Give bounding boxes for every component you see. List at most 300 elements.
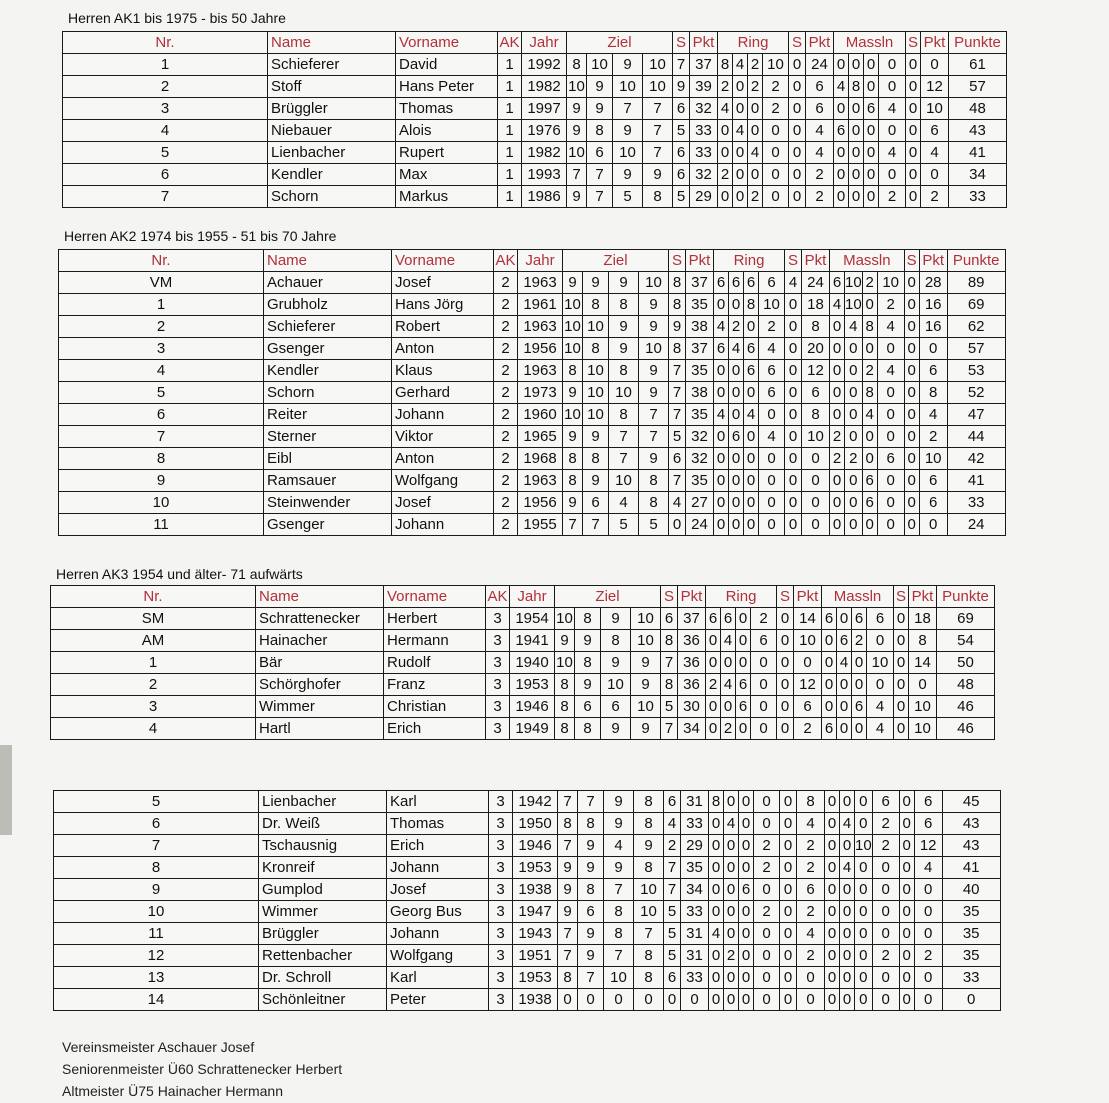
- s-cell: 0: [789, 54, 806, 76]
- massln-cell: 0: [867, 674, 894, 696]
- s-cell: 8: [669, 272, 686, 294]
- ziel-cell: 7: [604, 945, 634, 967]
- ziel-cell: 8: [575, 718, 601, 740]
- s-cell: 0: [785, 360, 802, 382]
- pkt-cell: 14: [909, 652, 937, 674]
- massln-cell: 0: [849, 142, 864, 164]
- table-row: [54, 901, 1001, 923]
- rank-cell: 1: [63, 54, 268, 76]
- ring-cell: 0: [739, 989, 754, 1011]
- ziel-cell: 9: [578, 923, 604, 945]
- ring-cell: 0: [709, 879, 724, 901]
- ring-cell: 0: [706, 718, 721, 740]
- table-row: [59, 294, 1006, 316]
- jahr-cell: 1961: [518, 294, 563, 316]
- ring-cell: 0: [714, 470, 729, 492]
- ring-cell: 0: [744, 382, 759, 404]
- s-cell: 0: [785, 514, 802, 536]
- massln-cell: 0: [845, 360, 863, 382]
- massln-cell: 0: [872, 857, 899, 879]
- rank-cell: 4: [59, 360, 264, 382]
- s-cell: 0: [894, 696, 909, 718]
- ziel-cell: 9: [613, 120, 643, 142]
- ak-cell: 2: [494, 294, 518, 316]
- s-cell: 0: [899, 857, 914, 879]
- total-points-cell: 46: [937, 718, 995, 740]
- pkt-cell: 6: [914, 791, 942, 813]
- ziel-cell: 7: [643, 120, 673, 142]
- table-header-row: [51, 586, 995, 608]
- massln-cell: 0: [822, 652, 837, 674]
- pkt-cell: 37: [686, 338, 714, 360]
- pkt-cell: 4: [806, 142, 834, 164]
- name-cell: Lienbacher: [259, 791, 387, 813]
- pkt-cell: 0: [914, 967, 942, 989]
- column-header: Name: [268, 32, 396, 54]
- massln-cell: 4: [834, 76, 849, 98]
- massln-cell: 0: [825, 967, 840, 989]
- ring-cell: 0: [763, 142, 789, 164]
- massln-cell: 6: [852, 696, 867, 718]
- ring-cell: 0: [729, 404, 744, 426]
- ziel-cell: 9: [578, 857, 604, 879]
- vorname-cell: Josef: [392, 272, 494, 294]
- total-points-cell: 54: [937, 630, 995, 652]
- massln-cell: 0: [852, 674, 867, 696]
- rank-cell: AM: [51, 630, 256, 652]
- massln-cell: 0: [834, 186, 849, 208]
- pkt-cell: 4: [806, 120, 834, 142]
- s-cell: 0: [785, 404, 802, 426]
- jahr-cell: 1951: [513, 945, 558, 967]
- column-header: Jahr: [510, 586, 555, 608]
- s-cell: 0: [669, 514, 686, 536]
- ring-cell: 6: [714, 272, 729, 294]
- pkt-cell: 16: [919, 316, 947, 338]
- ziel-cell: 7: [558, 923, 578, 945]
- pkt-cell: 35: [686, 470, 714, 492]
- rank-cell: 5: [63, 142, 268, 164]
- name-cell: Kendler: [268, 164, 396, 186]
- massln-cell: 0: [825, 923, 840, 945]
- pkt-cell: 0: [802, 492, 830, 514]
- massln-cell: 2: [830, 426, 845, 448]
- jahr-cell: 1965: [518, 426, 563, 448]
- total-points-cell: 47: [947, 404, 1005, 426]
- s-cell: 7: [661, 652, 678, 674]
- vorname-cell: Johann: [392, 404, 494, 426]
- name-cell: Wimmer: [256, 696, 384, 718]
- s-cell: 0: [894, 652, 909, 674]
- massln-cell: 0: [877, 426, 904, 448]
- s-cell: 0: [906, 120, 921, 142]
- ring-cell: 0: [759, 448, 785, 470]
- rank-cell: 6: [63, 164, 268, 186]
- table-row: [54, 967, 1001, 989]
- section-title: Herren AK2 1974 bis 1955 - 51 bis 70 Jahre: [64, 228, 337, 244]
- massln-cell: 0: [864, 142, 879, 164]
- ring-cell: 0: [709, 857, 724, 879]
- ziel-cell: 7: [643, 142, 673, 164]
- massln-cell: 0: [867, 630, 894, 652]
- jahr-cell: 1956: [518, 492, 563, 514]
- ziel-cell: 9: [587, 98, 613, 120]
- column-header: S: [789, 32, 806, 54]
- massln-cell: 8: [849, 76, 864, 98]
- photo-edge: [0, 745, 12, 835]
- rank-cell: 9: [54, 879, 259, 901]
- results-table: [50, 585, 995, 740]
- massln-cell: 8: [862, 316, 877, 338]
- massln-cell: 2: [879, 186, 906, 208]
- pkt-cell: 0: [797, 989, 825, 1011]
- ziel-cell: 9: [613, 164, 643, 186]
- ziel-cell: 9: [604, 813, 634, 835]
- pkt-cell: 18: [909, 608, 937, 630]
- name-cell: Gsenger: [264, 338, 392, 360]
- pkt-cell: 0: [914, 879, 942, 901]
- total-points-cell: 43: [949, 120, 1007, 142]
- jahr-cell: 1953: [513, 857, 558, 879]
- ziel-cell: 10: [583, 382, 609, 404]
- ziel-cell: 9: [567, 98, 587, 120]
- massln-cell: 0: [834, 98, 849, 120]
- ziel-cell: 10: [643, 76, 673, 98]
- ring-cell: 0: [709, 967, 724, 989]
- massln-cell: 4: [840, 857, 855, 879]
- column-header: Pkt: [909, 586, 937, 608]
- ak-cell: 2: [494, 514, 518, 536]
- massln-cell: 0: [830, 492, 845, 514]
- ziel-cell: 7: [639, 426, 669, 448]
- ring-cell: 2: [729, 316, 744, 338]
- ziel-cell: 9: [583, 426, 609, 448]
- ziel-cell: 10: [555, 652, 575, 674]
- column-header: Nr.: [63, 32, 268, 54]
- s-cell: 0: [789, 120, 806, 142]
- ziel-cell: 7: [587, 164, 613, 186]
- ring-cell: 0: [754, 945, 780, 967]
- ziel-cell: 10: [613, 142, 643, 164]
- massln-cell: 4: [877, 360, 904, 382]
- name-cell: Kronreif: [259, 857, 387, 879]
- ring-cell: 4: [733, 120, 748, 142]
- pkt-cell: 2: [919, 426, 947, 448]
- column-header: AK: [486, 586, 510, 608]
- ring-cell: 2: [721, 718, 736, 740]
- pkt-cell: 12: [921, 76, 949, 98]
- ring-cell: 2: [754, 901, 780, 923]
- massln-cell: 0: [825, 813, 840, 835]
- pkt-cell: 34: [681, 879, 709, 901]
- massln-cell: 6: [862, 470, 877, 492]
- pkt-cell: 14: [794, 608, 822, 630]
- ring-cell: 0: [763, 120, 789, 142]
- ziel-cell: 8: [563, 448, 583, 470]
- s-cell: 0: [904, 470, 919, 492]
- ziel-cell: 10: [643, 54, 673, 76]
- pkt-cell: 2: [797, 901, 825, 923]
- massln-cell: 0: [864, 76, 879, 98]
- massln-cell: 0: [879, 54, 906, 76]
- ring-cell: 0: [706, 696, 721, 718]
- massln-cell: 10: [845, 294, 863, 316]
- ziel-cell: 8: [555, 674, 575, 696]
- ring-cell: 0: [718, 120, 733, 142]
- ring-cell: 6: [706, 608, 721, 630]
- pkt-cell: 2: [797, 835, 825, 857]
- s-cell: 0: [789, 76, 806, 98]
- s-cell: 0: [906, 76, 921, 98]
- s-cell: 9: [673, 76, 690, 98]
- ziel-cell: 0: [558, 989, 578, 1011]
- vorname-cell: Josef: [392, 492, 494, 514]
- vorname-cell: Robert: [392, 316, 494, 338]
- rank-cell: 11: [59, 514, 264, 536]
- massln-cell: 4: [879, 142, 906, 164]
- massln-cell: 4: [830, 294, 845, 316]
- rank-cell: 8: [59, 448, 264, 470]
- ak-cell: 2: [494, 448, 518, 470]
- s-cell: 0: [780, 813, 797, 835]
- total-points-cell: 41: [942, 857, 1000, 879]
- s-cell: 0: [906, 54, 921, 76]
- ziel-cell: 9: [639, 294, 669, 316]
- s-cell: 6: [673, 142, 690, 164]
- ziel-cell: 7: [558, 791, 578, 813]
- massln-cell: 0: [855, 967, 873, 989]
- ring-cell: 4: [718, 98, 733, 120]
- ziel-cell: 9: [631, 674, 661, 696]
- ak-cell: 3: [486, 718, 510, 740]
- s-cell: 0: [894, 608, 909, 630]
- ziel-cell: 10: [567, 76, 587, 98]
- pkt-cell: 37: [690, 54, 718, 76]
- ziel-cell: 7: [558, 945, 578, 967]
- s-cell: 9: [669, 316, 686, 338]
- total-points-cell: 41: [947, 470, 1005, 492]
- ring-cell: 0: [744, 316, 759, 338]
- ring-cell: 4: [714, 404, 729, 426]
- ring-cell: 0: [709, 813, 724, 835]
- name-cell: Bär: [256, 652, 384, 674]
- column-header: S: [785, 250, 802, 272]
- ak-cell: 2: [494, 360, 518, 382]
- ak-cell: 1: [498, 120, 522, 142]
- s-cell: 4: [664, 813, 681, 835]
- jahr-cell: 1976: [522, 120, 567, 142]
- pkt-cell: 0: [802, 470, 830, 492]
- ring-cell: 0: [724, 857, 739, 879]
- ziel-cell: 8: [634, 967, 664, 989]
- ring-cell: 0: [744, 470, 759, 492]
- ziel-cell: 9: [563, 272, 583, 294]
- s-cell: 0: [899, 945, 914, 967]
- name-cell: Ramsauer: [264, 470, 392, 492]
- jahr-cell: 1960: [518, 404, 563, 426]
- jahr-cell: 1954: [510, 608, 555, 630]
- massln-cell: 6: [864, 98, 879, 120]
- massln-cell: 2: [872, 813, 899, 835]
- total-points-cell: 48: [949, 98, 1007, 120]
- massln-cell: 0: [825, 835, 840, 857]
- ziel-cell: 9: [634, 835, 664, 857]
- ring-cell: 0: [729, 514, 744, 536]
- pkt-cell: 20: [802, 338, 830, 360]
- footer-seniorenmeister: Seniorenmeister Ü60 Schrattenecker Herbert: [62, 1061, 343, 1077]
- ring-cell: 6: [744, 338, 759, 360]
- results-table: [58, 249, 1006, 536]
- ring-cell: 0: [733, 98, 748, 120]
- rank-cell: 6: [54, 813, 259, 835]
- massln-cell: 0: [834, 142, 849, 164]
- pkt-cell: 27: [686, 492, 714, 514]
- ring-cell: 0: [733, 142, 748, 164]
- ziel-cell: 9: [558, 901, 578, 923]
- name-cell: Schorn: [264, 382, 392, 404]
- ziel-cell: 9: [631, 652, 661, 674]
- table-row: [59, 514, 1006, 536]
- table-row: [59, 272, 1006, 294]
- vorname-cell: Markus: [396, 186, 498, 208]
- ring-cell: 6: [759, 382, 785, 404]
- name-cell: Eibl: [264, 448, 392, 470]
- ring-cell: 8: [718, 54, 733, 76]
- s-cell: 0: [906, 98, 921, 120]
- name-cell: Hartl: [256, 718, 384, 740]
- s-cell: 0: [899, 835, 914, 857]
- ring-cell: 2: [754, 857, 780, 879]
- s-cell: 7: [664, 879, 681, 901]
- column-header: Pkt: [686, 250, 714, 272]
- ziel-cell: 9: [578, 835, 604, 857]
- ring-cell: 0: [754, 791, 780, 813]
- vorname-cell: Erich: [384, 718, 486, 740]
- s-cell: 7: [664, 857, 681, 879]
- table-row: [63, 76, 1007, 98]
- ziel-cell: 9: [609, 316, 639, 338]
- ziel-cell: 9: [601, 608, 631, 630]
- ring-cell: 2: [754, 835, 780, 857]
- ring-cell: 0: [714, 360, 729, 382]
- vorname-cell: Georg Bus: [387, 901, 489, 923]
- ring-cell: 6: [736, 674, 751, 696]
- massln-cell: 0: [864, 164, 879, 186]
- s-cell: 2: [664, 835, 681, 857]
- pkt-cell: 28: [919, 272, 947, 294]
- s-cell: 0: [899, 879, 914, 901]
- massln-cell: 0: [872, 879, 899, 901]
- pkt-cell: 24: [686, 514, 714, 536]
- ring-cell: 4: [714, 316, 729, 338]
- s-cell: 0: [664, 989, 681, 1011]
- massln-cell: 0: [845, 426, 863, 448]
- vorname-cell: Karl: [387, 967, 489, 989]
- rank-cell: 14: [54, 989, 259, 1011]
- ring-cell: 0: [739, 923, 754, 945]
- ziel-cell: 9: [639, 316, 669, 338]
- ring-cell: 4: [744, 404, 759, 426]
- ziel-cell: 7: [604, 879, 634, 901]
- total-points-cell: 43: [942, 813, 1000, 835]
- massln-cell: 0: [879, 76, 906, 98]
- ziel-cell: 10: [583, 316, 609, 338]
- name-cell: Stoff: [268, 76, 396, 98]
- ziel-cell: 6: [575, 696, 601, 718]
- pkt-cell: 4: [797, 813, 825, 835]
- ring-cell: 0: [729, 294, 744, 316]
- s-cell: 5: [661, 696, 678, 718]
- ring-cell: 0: [729, 492, 744, 514]
- total-points-cell: 57: [947, 338, 1005, 360]
- vorname-cell: Thomas: [396, 98, 498, 120]
- massln-cell: 0: [825, 901, 840, 923]
- s-cell: 0: [904, 360, 919, 382]
- name-cell: Gsenger: [264, 514, 392, 536]
- ring-cell: 0: [739, 813, 754, 835]
- massln-cell: 4: [879, 98, 906, 120]
- vorname-cell: Hans Peter: [396, 76, 498, 98]
- massln-cell: 0: [849, 164, 864, 186]
- pkt-cell: 36: [678, 674, 706, 696]
- ziel-cell: 7: [634, 923, 664, 945]
- table-header-row: [59, 250, 1006, 272]
- ziel-cell: 8: [583, 294, 609, 316]
- total-points-cell: 24: [947, 514, 1005, 536]
- table-row: [59, 426, 1006, 448]
- table-row: [63, 186, 1007, 208]
- rank-cell: 7: [59, 426, 264, 448]
- massln-cell: 2: [862, 360, 877, 382]
- ring-cell: 2: [763, 98, 789, 120]
- ak-cell: 1: [498, 54, 522, 76]
- ring-cell: 2: [763, 76, 789, 98]
- ziel-cell: 10: [609, 382, 639, 404]
- ziel-cell: 10: [563, 316, 583, 338]
- column-header: Vorname: [396, 32, 498, 54]
- pkt-cell: 8: [909, 630, 937, 652]
- ring-cell: 0: [714, 514, 729, 536]
- ziel-cell: 7: [587, 186, 613, 208]
- ak-cell: 2: [494, 492, 518, 514]
- ak-cell: 2: [494, 470, 518, 492]
- ak-cell: 3: [486, 674, 510, 696]
- pkt-cell: 10: [909, 696, 937, 718]
- s-cell: 0: [904, 404, 919, 426]
- s-cell: 0: [780, 879, 797, 901]
- vorname-cell: Anton: [392, 338, 494, 360]
- table-row: [51, 652, 995, 674]
- champions-footer: [62, 1036, 342, 1102]
- massln-cell: 0: [825, 945, 840, 967]
- jahr-cell: 1950: [513, 813, 558, 835]
- s-cell: 4: [669, 492, 686, 514]
- s-cell: 0: [780, 989, 797, 1011]
- ziel-cell: 7: [578, 967, 604, 989]
- vorname-cell: Wolfgang: [392, 470, 494, 492]
- table-row: [63, 142, 1007, 164]
- pkt-cell: 36: [678, 630, 706, 652]
- massln-cell: 0: [862, 338, 877, 360]
- table-row: [59, 382, 1006, 404]
- ring-cell: 0: [709, 835, 724, 857]
- ziel-cell: 8: [639, 470, 669, 492]
- pkt-cell: 4: [914, 857, 942, 879]
- jahr-cell: 1963: [518, 470, 563, 492]
- pkt-cell: 6: [914, 813, 942, 835]
- ring-cell: 0: [729, 448, 744, 470]
- name-cell: Dr. Schroll: [259, 967, 387, 989]
